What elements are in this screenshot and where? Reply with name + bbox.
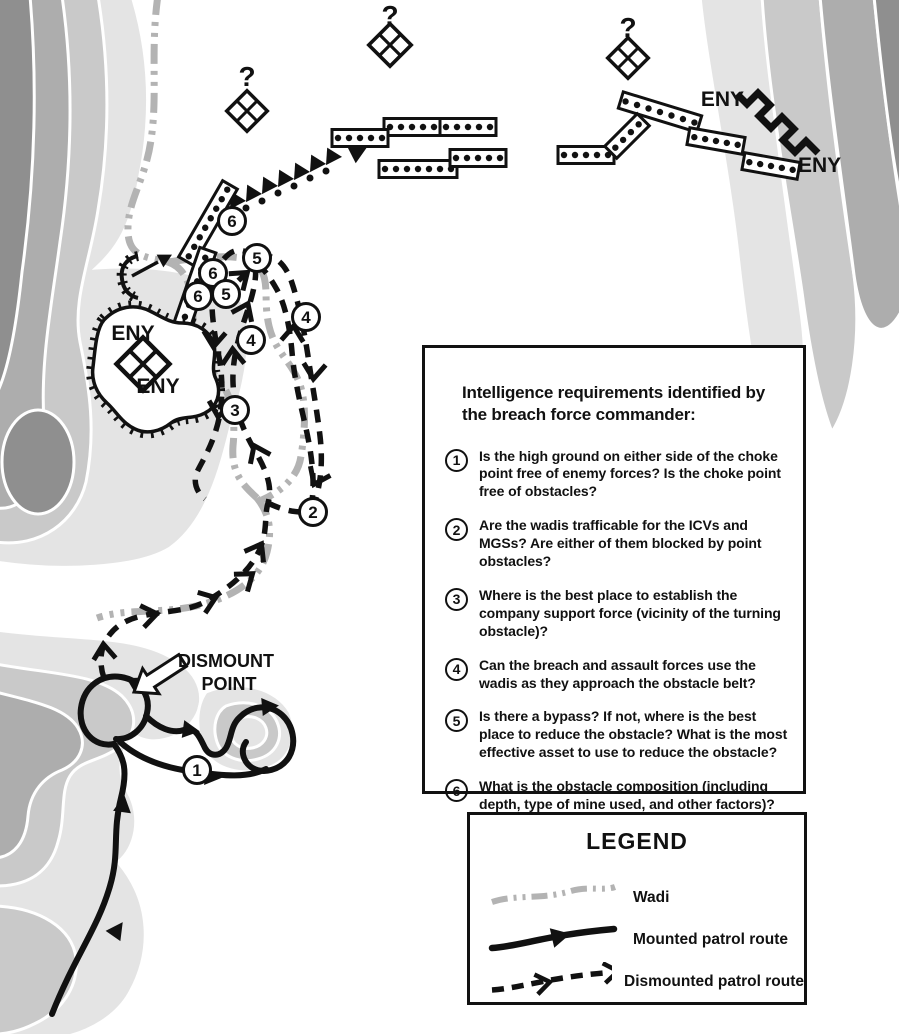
eny-label: ENY — [111, 322, 155, 345]
intel-requirement-item — [445, 517, 789, 571]
legend-row-mounted — [470, 919, 804, 961]
route-marker-number: 3 — [230, 401, 240, 420]
item-text: Are the wadis trafficable for the ICVs and MGSs? Are either of them blocked by point obstacles? — [479, 517, 762, 570]
intel-requirement-item — [445, 448, 789, 502]
item-text: Is there a bypass? If not, where is the best place to reduce the obstacle? What is the most effective asset to use to reduce the obstacle? — [479, 708, 788, 761]
route-marker-number: 6 — [193, 287, 203, 306]
intel-requirement-item — [445, 708, 789, 762]
dismount-point-label: DISMOUNT — [178, 651, 274, 671]
obstacle-triangle — [255, 173, 278, 195]
item-text: Where is the best place to establish the company support force (vicinity of the turning obstacle)? — [479, 586, 781, 639]
route-marker-number: 4 — [246, 331, 256, 350]
item-number-badge: 4 — [445, 658, 468, 681]
route-marker — [185, 283, 212, 310]
unknown-unit-question-mark: ? — [381, 0, 399, 31]
minefield-symbol — [332, 130, 388, 147]
legend-label: Dismounted patrol route — [624, 973, 804, 990]
route-marker — [219, 208, 246, 235]
item-number-badge: 3 — [445, 588, 468, 611]
route-marker — [213, 281, 240, 308]
item-number-badge: 1 — [445, 449, 468, 472]
dismount-point-label: POINT — [201, 674, 257, 694]
unknown-unit-icon — [227, 91, 268, 132]
intel-requirement-item — [445, 657, 789, 693]
minefield-symbol — [450, 150, 506, 167]
minefield-symbol — [605, 114, 650, 159]
legend-row-wadi — [470, 877, 804, 919]
route-marker — [238, 327, 265, 354]
legend-box — [467, 812, 807, 1005]
route-marker-number: 4 — [301, 308, 311, 327]
route-marker — [300, 499, 327, 526]
terrain-contour — [2, 410, 74, 514]
route-marker-number: 2 — [308, 503, 318, 522]
eny-label: ENY — [700, 88, 744, 111]
intel-requirements-box — [422, 345, 806, 813]
route-marker-number: 6 — [227, 212, 237, 231]
unknown-unit-question-mark: ? — [619, 12, 637, 43]
mounted-route-sample — [486, 920, 621, 960]
intel-requirement-item — [445, 778, 789, 814]
item-text: Can the breach and assault forces use the wadis as they approach the obstacle belt? — [479, 656, 756, 691]
route-marker — [184, 757, 211, 784]
item-number-badge: 6 — [445, 779, 468, 802]
route-marker-number: 6 — [208, 264, 218, 283]
item-number-badge: 2 — [445, 518, 468, 541]
obstacle-triangle — [303, 151, 326, 173]
intel-requirement-item — [445, 587, 789, 641]
minefield-symbol — [440, 119, 496, 136]
item-number-badge: 5 — [445, 709, 468, 732]
chevron-arrow-icon — [302, 363, 325, 380]
dismounted-route-sample — [486, 962, 612, 1002]
unknown-unit-icon — [608, 38, 649, 79]
unknown-enemy-units — [227, 0, 649, 131]
route-marker — [244, 245, 271, 272]
minefield-symbol — [384, 119, 440, 136]
route-marker-number: 1 — [192, 761, 202, 780]
route-marker-number: 5 — [221, 285, 231, 304]
item-text: Is the high ground on either side of the choke point free of enemy forces? Is the choke point free of obstacles? — [479, 447, 781, 500]
wadi-line-sample — [486, 878, 621, 918]
legend-title: LEGEND — [586, 828, 688, 854]
legend-row-dismounted — [470, 961, 804, 1003]
eny-label: ENY — [798, 154, 842, 177]
route-marker-number: 5 — [252, 249, 262, 268]
route-marker — [222, 397, 249, 424]
legend-label: Mounted patrol route — [633, 931, 788, 948]
minefield-symbol — [379, 161, 457, 178]
route-marker — [293, 304, 320, 331]
item-text: What is the obstacle composition (including depth, type of mine used, and other factors)? — [479, 778, 775, 813]
intel-requirements-title: Intelligence requirements identified by the breach force commander: — [462, 383, 765, 424]
unknown-unit-question-mark: ? — [238, 61, 256, 92]
legend-label: Wadi — [633, 889, 670, 906]
eny-label: ENY — [136, 375, 180, 398]
